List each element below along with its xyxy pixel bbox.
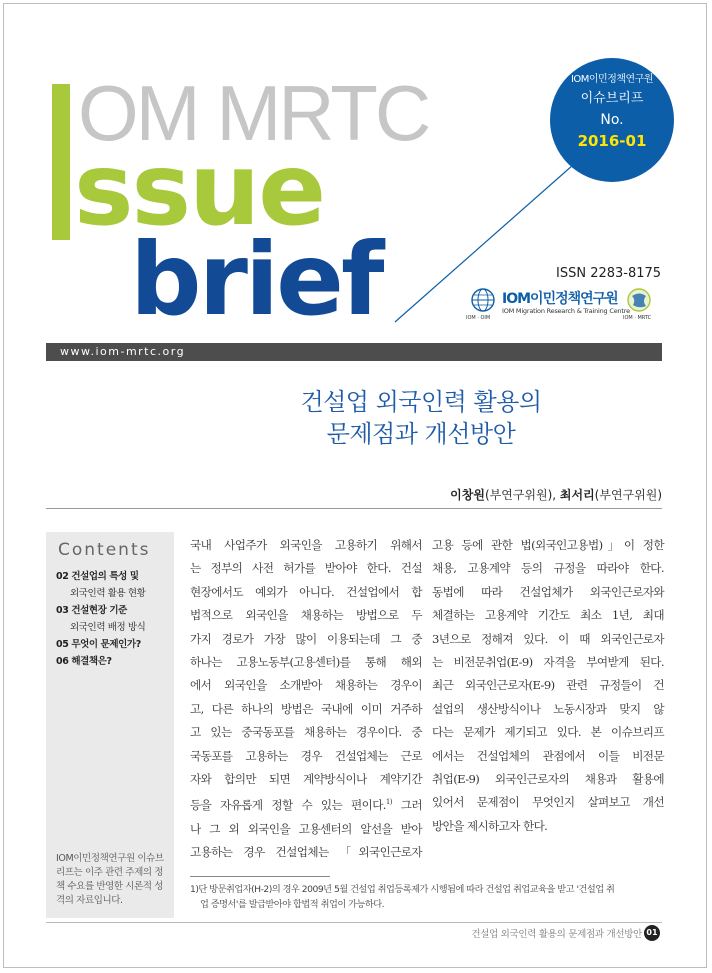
- body-line: 채용, 고용계약 등의 규정을 따라야 한다.: [432, 561, 664, 576]
- title-line-2: 문제점과 개선방안: [326, 420, 516, 448]
- iom-globe-icon: [470, 287, 496, 313]
- toc-item-02[interactable]: 02 건설업의 특성 및 외국인력 활용 현황: [56, 571, 146, 599]
- series-note: IOM이민정책연구원 이슈브리프는 이주 관련 주제의 정책 수요를 반영한 시론적 성격의 자료입니다.: [56, 853, 164, 906]
- body-column-1: [190, 534, 422, 865]
- footnote-ref[interactable]: 1): [385, 798, 392, 807]
- author-2: 최서리: [559, 488, 595, 502]
- masthead-issue: ssue: [74, 131, 325, 248]
- contents-sidebar: [46, 532, 174, 918]
- badge-number: 2016-01: [577, 132, 647, 150]
- issue-number-badge: [550, 58, 674, 182]
- author-1-role: (부연구위원),: [484, 488, 560, 502]
- body-line: 국동포를 고용하는 경우 건설업체는 근로: [190, 748, 422, 763]
- footer-divider: [46, 922, 662, 923]
- body-line: 설업의 생산방식이나 노동시장과 맞지 않: [432, 701, 664, 716]
- logo-left-label: IOM · OIM: [466, 315, 491, 321]
- body-line: 고용하는 경우 건설업체는 「외국인근로자: [190, 845, 422, 860]
- logo-name: IOM이민정책연구원: [502, 291, 618, 307]
- body-line: 3년으로 정해져 있다. 이 때 외국인근로자: [432, 631, 664, 646]
- masthead-om-mrtc: OM MRTC: [78, 69, 429, 157]
- body-line: 취업(E-9) 외국인근로자의 채용과 활용에: [432, 772, 664, 787]
- body-line: 에서는 건설업체의 관점에서 이들 비전문: [432, 748, 664, 763]
- contents-heading: Contents: [58, 540, 151, 560]
- toc-item-05[interactable]: 05 무엇이 문제인가?: [56, 639, 141, 650]
- body-line: 체결하는 고용계약 기간도 최소 1년, 최대: [432, 608, 664, 623]
- title-line-1: 건설업 외국인력 활용의: [300, 388, 542, 416]
- logo-right-label: IOM · MRTC: [623, 315, 652, 321]
- footnote-divider: [190, 876, 330, 877]
- body-line: 다는 문제가 제기되고 있다. 본 이슈브리프: [432, 725, 664, 740]
- body-line: 에서 외국인을 소개받아 채용하는 경우이: [190, 678, 422, 693]
- body-line: 동법에 따라 건설업체가 외국인근로자와: [432, 584, 664, 599]
- page-number: 01: [644, 925, 660, 941]
- body-line: 최근 외국인근로자(E-9) 관련 규정들이 건: [432, 678, 664, 693]
- issn: ISSN 2283-8175: [556, 266, 662, 281]
- running-footer: 건설업 외국인력 활용의 문제점과 개선방안: [471, 929, 642, 940]
- footnote: [190, 882, 662, 912]
- badge-no-label: No.: [600, 112, 624, 128]
- footnote-line-2: 업 증명서'를 발급받아야 합법적 취업이 가능하다.: [200, 899, 385, 910]
- footnote-line-1: 1)단 방문취업자(H-2)의 경우 2009년 5월 건설업 취업등록제가 시행됨에 따라 건설업 취업교육을 받고 '건설업 취: [190, 884, 615, 895]
- badge-series: 이슈브리프: [580, 91, 644, 106]
- website-link[interactable]: www.iom-mrtc.org: [60, 345, 186, 358]
- body-line: 있어서 문제점이 무엇인지 살펴보고 개선: [432, 795, 664, 810]
- body-line: 가지 경로가 가장 많이 이용되는데 그 중: [190, 631, 422, 646]
- body-line: 하나는 고용노동부(고용센터)를 통해 해외: [190, 655, 422, 670]
- body-line-with-footnote: 등을 자유롭게 정할 수 있는 편이다.$^{1)}$ 그러: [190, 798, 422, 813]
- body-line: 는 정부의 사전 허가를 받아야 한다. 건설: [190, 561, 422, 576]
- body-column-2: [432, 534, 664, 838]
- body-line: 나 그 외 외국인을 고용센터의 알선을 받아: [190, 821, 422, 836]
- body-line: 자와 합의만 되면 계약방식이나 계약기간: [190, 772, 422, 787]
- toc-item-03[interactable]: 03 건설현장 기준 외국인력 배정 방식: [56, 605, 146, 633]
- toc-item-06[interactable]: 06 해결책은?: [56, 656, 112, 667]
- org-logo: [466, 287, 660, 327]
- mrtc-globe-icon: [626, 287, 652, 313]
- author-1: 이창원: [450, 488, 485, 502]
- url-bar: [46, 343, 662, 361]
- body-line: 는 비전문취업(E-9) 자격을 부여받게 된다.: [432, 655, 664, 670]
- body-line: 고용 등에 관한 법(외국인고용법)」이 정한: [432, 538, 664, 552]
- masthead-brief: brief: [130, 221, 382, 338]
- body-line: 법적으로 외국인을 채용하는 방법으로 두: [190, 608, 422, 623]
- body-line: 국내 사업주가 외국인을 고용하기 위해서: [190, 538, 422, 552]
- body-line: 고, 다른 하나의 방법은 국내에 이미 거주하: [190, 701, 422, 716]
- authors: [450, 486, 662, 503]
- body-line: 현장에서도 예외가 아니다. 건설업에서 합: [190, 584, 422, 599]
- table-of-contents: [56, 568, 172, 670]
- badge-org: IOM이민정책연구원: [570, 74, 654, 85]
- body-line: 방안을 제시하고자 한다.: [432, 818, 548, 833]
- logo-subtitle: IOM Migration Research & Training Centre: [502, 307, 630, 315]
- title-divider: [46, 508, 662, 509]
- body-line: 고 있는 중국동포를 채용하는 경우이다. 중: [190, 725, 422, 740]
- author-2-role: (부연구위원): [594, 488, 662, 502]
- article-title: [180, 386, 662, 450]
